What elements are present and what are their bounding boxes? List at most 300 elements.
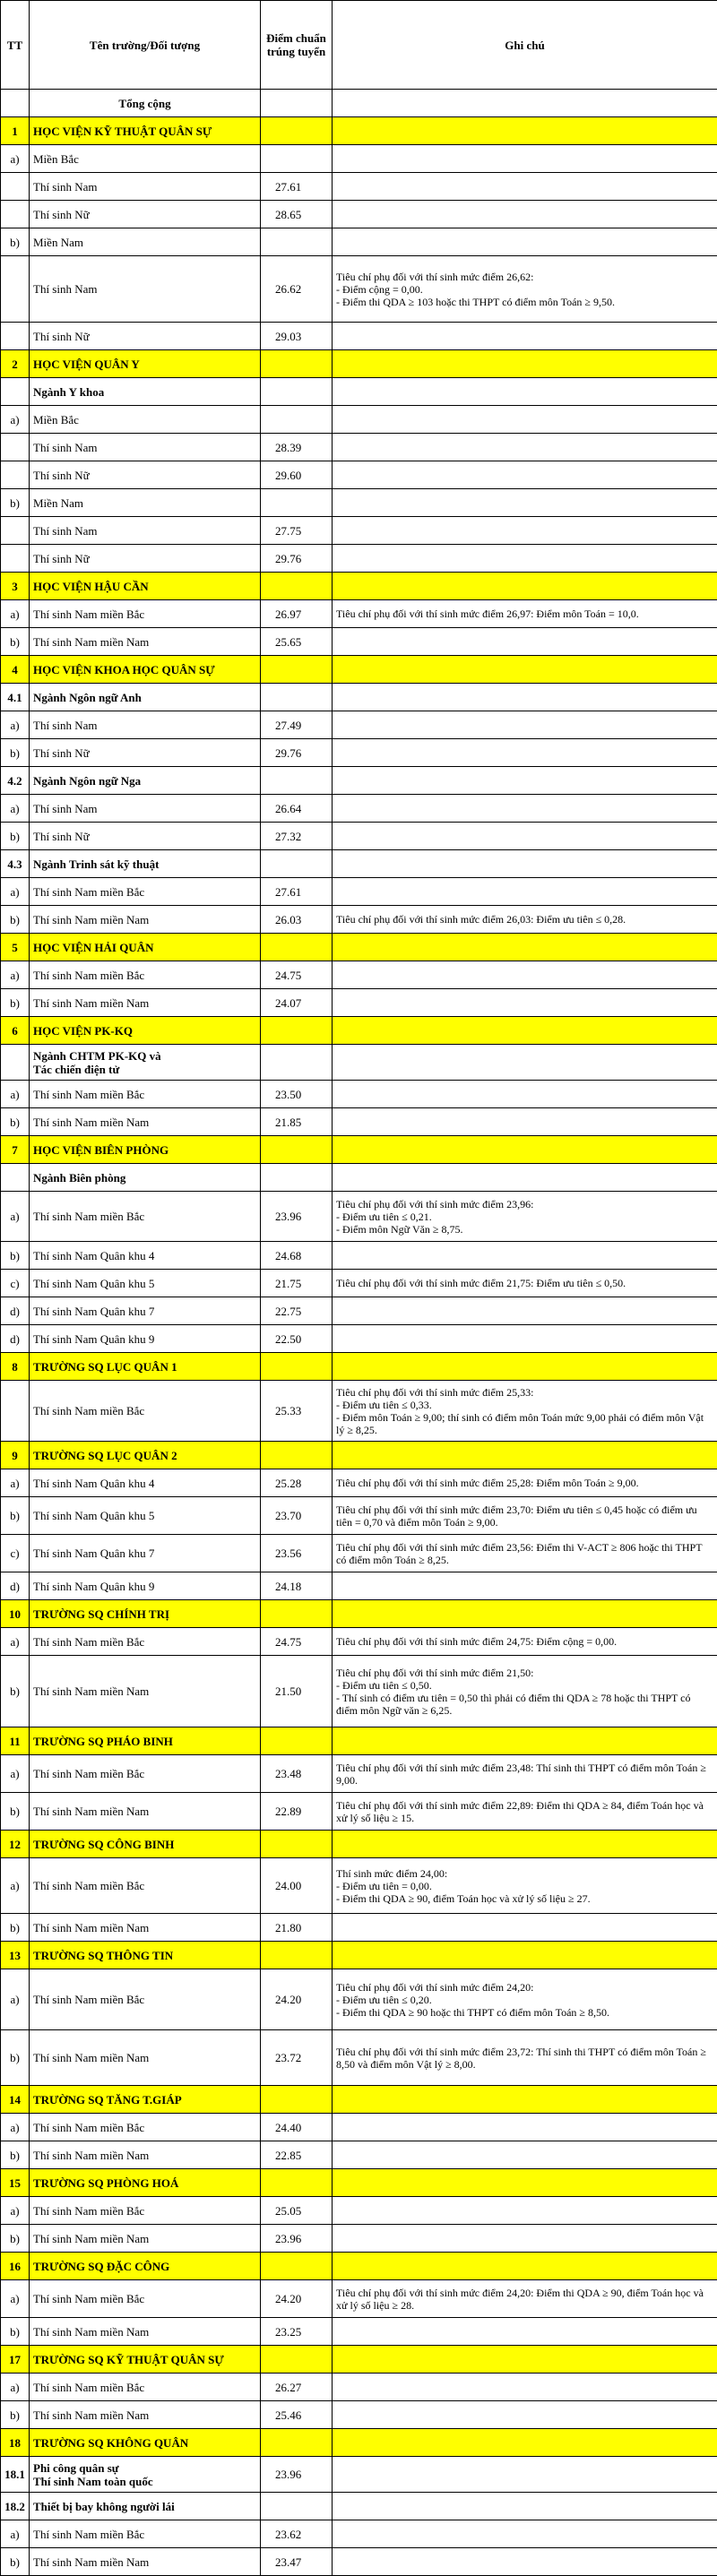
row-name: Miền Nam [30,489,261,517]
row-cutoff-score [261,1353,333,1381]
row-cutoff-score: 24.20 [261,1969,333,2030]
row-cutoff-score [261,90,333,117]
row-index: 9 [1,1442,30,1469]
row-index: 12 [1,1831,30,1858]
row-name: Thí sinh Nam miền Nam [30,628,261,656]
row-cutoff-score [261,1164,333,1192]
row-note [333,934,717,961]
row-name: Thí sinh Nam miền Nam [30,1914,261,1942]
row-cutoff-score: 21.85 [261,1108,333,1136]
row-index: 4 [1,656,30,684]
table-row [1,1628,717,1656]
row-cutoff-score: 22.75 [261,1297,333,1325]
row-name: Thí sinh Nam miền Nam [30,1108,261,1136]
row-index: b) [1,1108,30,1136]
section-row [1,1136,717,1164]
row-name: TRƯỜNG SQ PHÁO BINH [30,1727,261,1755]
header-note: Ghi chú [333,1,717,90]
row-cutoff-score [261,2346,333,2374]
row-note [333,2086,717,2114]
row-cutoff-score [261,1831,333,1858]
row-name: Thí sinh Nam miền Bắc [30,878,261,906]
row-note [333,378,717,406]
row-cutoff-score [261,378,333,406]
row-note [333,2318,717,2346]
row-note: Tiêu chí phụ đối với thí sinh mức điểm 23,48: Thí sinh thi THPT có điểm môn Toán ≥ 9,00. [333,1755,717,1793]
row-note [333,201,717,228]
row-name: Thí sinh Nam miền Nam [30,2401,261,2429]
section-row [1,1017,717,1045]
row-index: b) [1,628,30,656]
row-name: Thí sinh Nữ [30,323,261,350]
row-index: b) [1,1656,30,1727]
table-row [1,823,717,850]
row-index: a) [1,795,30,823]
row-name: TRƯỜNG SQ TĂNG T.GIÁP [30,2086,261,2114]
section-row [1,2169,717,2197]
table-row [1,739,717,767]
row-name: HỌC VIỆN HẬU CẦN [30,573,261,600]
row-note: Tiêu chí phụ đối với thí sinh mức điểm 25,33: - Điểm ưu tiên ≤ 0,33. - Điểm môn Toán ≥ 9,00; thí sinh có điểm môn Toán mức 9,00 phải có điểm môn Vật lý ≥ 8,25. [333,1381,717,1442]
row-name: HỌC VIỆN PK-KQ [30,1017,261,1045]
row-index: 2 [1,350,30,378]
row-note [333,2401,717,2429]
row-cutoff-score: 26.27 [261,2374,333,2401]
header-school-name: Tên trường/Đối tượng [30,1,261,90]
table-row [1,1381,717,1442]
row-index: b) [1,2318,30,2346]
row-name: Thí sinh Nam Quân khu 5 [30,1497,261,1535]
row-name: Ngành Y khoa [30,378,261,406]
row-index: a) [1,600,30,628]
row-note: Tiêu chí phụ đối với thí sinh mức điểm 26,97: Điểm môn Toán = 10,0. [333,600,717,628]
row-cutoff-score [261,2169,333,2197]
row-name: TRƯỜNG SQ CÔNG BINH [30,1831,261,1858]
row-note: Tiêu chí phụ đối với thí sinh mức điểm 24,20: - Điểm ưu tiên ≤ 0,20. - Điểm thi QDA ≥ 90 hoặc thi THPT có điểm môn Toán ≥ 8,50. [333,1969,717,2030]
row-cutoff-score [261,2493,333,2520]
row-note: Tiêu chí phụ đối với thí sinh mức điểm 24,75: Điểm cộng = 0,00. [333,1628,717,1656]
row-name: Thí sinh Nam Quân khu 5 [30,1270,261,1297]
row-note [333,2520,717,2548]
row-index [1,517,30,545]
row-index: b) [1,1914,30,1942]
row-note [333,628,717,656]
section-row [1,1600,717,1628]
row-index: b) [1,2401,30,2429]
row-name: Thí sinh Nam Quân khu 9 [30,1325,261,1353]
row-cutoff-score: 24.20 [261,2280,333,2318]
row-note [333,489,717,517]
group-row [1,489,717,517]
row-name: TRƯỜNG SQ PHÒNG HOÁ [30,2169,261,2197]
row-index: a) [1,2280,30,2318]
row-cutoff-score: 24.75 [261,1628,333,1656]
row-index: b) [1,1242,30,1270]
row-cutoff-score: 22.50 [261,1325,333,1353]
row-name: Thí sinh Nam Quân khu 4 [30,1469,261,1497]
group-row [1,850,717,878]
row-index [1,1164,30,1192]
row-note [333,1325,717,1353]
row-cutoff-score: 29.76 [261,545,333,573]
row-note [333,823,717,850]
row-cutoff-score: 21.50 [261,1656,333,1727]
row-index: a) [1,1858,30,1914]
row-name: Thí sinh Nam miền Bắc [30,2280,261,2318]
row-note [333,517,717,545]
group-row [1,1164,717,1192]
row-cutoff-score: 23.25 [261,2318,333,2346]
row-cutoff-score [261,2429,333,2457]
row-index: a) [1,1469,30,1497]
row-cutoff-score [261,684,333,711]
row-cutoff-score: 25.28 [261,1469,333,1497]
row-cutoff-score: 28.65 [261,201,333,228]
row-name: Tổng cộng [30,90,261,117]
row-note [333,1727,717,1755]
row-note: Tiêu chí phụ đối với thí sinh mức điểm 21,75: Điểm ưu tiên ≤ 0,50. [333,1270,717,1297]
row-note: Tiêu chí phụ đối với thí sinh mức điểm 23,72: Thí sinh thi THPT có điểm môn Toán ≥ 8,50 và điểm môn Vật lý ≥ 8,00. [333,2030,717,2086]
row-name: Thí sinh Nam miền Bắc [30,2197,261,2225]
row-cutoff-score: 23.47 [261,2548,333,2576]
row-name: HỌC VIỆN QUÂN Y [30,350,261,378]
row-cutoff-score [261,1727,333,1755]
row-name: Thí sinh Nam [30,434,261,461]
row-note [333,173,717,201]
row-name: TRƯỜNG SQ KỸ THUẬT QUÂN SỰ [30,2346,261,2374]
section-row [1,350,717,378]
row-note [333,1297,717,1325]
row-index: b) [1,989,30,1017]
row-index [1,90,30,117]
table-body [1,90,717,2576]
row-cutoff-score: 27.75 [261,517,333,545]
row-note [333,1136,717,1164]
row-cutoff-score: 23.96 [261,2457,333,2493]
row-note [333,1242,717,1270]
table-row [1,2197,717,2225]
row-cutoff-score: 23.56 [261,1535,333,1572]
row-note [333,1572,717,1600]
row-cutoff-score [261,1942,333,1969]
row-note [333,1831,717,1858]
row-index: a) [1,2114,30,2141]
row-cutoff-score: 25.05 [261,2197,333,2225]
row-name: TRƯỜNG SQ ĐẶC CÔNG [30,2253,261,2280]
row-index: 7 [1,1136,30,1164]
row-name: Thí sinh Nam miền Bắc [30,600,261,628]
row-cutoff-score: 28.39 [261,434,333,461]
row-name: Ngành Trinh sát kỹ thuật [30,850,261,878]
row-note [333,1108,717,1136]
row-index: a) [1,2374,30,2401]
row-name: Thí sinh Nam [30,711,261,739]
row-name: Thí sinh Nam [30,517,261,545]
row-note [333,2429,717,2457]
row-index: a) [1,1081,30,1108]
row-cutoff-score [261,767,333,795]
row-cutoff-score [261,1017,333,1045]
row-note [333,850,717,878]
row-name: Thí sinh Nam Quân khu 9 [30,1572,261,1600]
row-cutoff-score [261,145,333,173]
group-row [1,2457,717,2493]
row-name: Thí sinh Nam miền Bắc [30,1628,261,1656]
row-index: d) [1,1297,30,1325]
row-note [333,767,717,795]
table-row [1,323,717,350]
group-row [1,2493,717,2520]
row-index: b) [1,2030,30,2086]
row-note [333,684,717,711]
section-row [1,2086,717,2114]
row-index: d) [1,1572,30,1600]
row-cutoff-score: 27.32 [261,823,333,850]
table-row [1,2318,717,2346]
row-index: 4.2 [1,767,30,795]
row-name: Thí sinh Nam miền Nam [30,2548,261,2576]
row-note [333,434,717,461]
header-tt: TT [1,1,30,90]
row-name: Thí sinh Nữ [30,823,261,850]
row-index: 8 [1,1353,30,1381]
table-row [1,461,717,489]
row-note [333,2548,717,2576]
row-name: Miền Bắc [30,145,261,173]
section-row [1,1442,717,1469]
row-note [333,1914,717,1942]
row-index: 16 [1,2253,30,2280]
row-index: c) [1,1270,30,1297]
table-row [1,600,717,628]
row-name: Thí sinh Nam miền Bắc [30,1858,261,1914]
row-note [333,90,717,117]
row-index: 5 [1,934,30,961]
table-row [1,1497,717,1535]
row-index: a) [1,878,30,906]
row-name: TRƯỜNG SQ THÔNG TIN [30,1942,261,1969]
table-row [1,2141,717,2169]
section-row [1,1942,717,1969]
row-note [333,573,717,600]
row-index: 13 [1,1942,30,1969]
row-index [1,461,30,489]
row-note [333,1045,717,1081]
row-index: 1 [1,117,30,145]
row-name: Thí sinh Nam miền Bắc [30,1381,261,1442]
row-cutoff-score: 29.03 [261,323,333,350]
row-cutoff-score: 23.96 [261,1192,333,1242]
row-cutoff-score [261,1442,333,1469]
row-note: Tiêu chí phụ đối với thí sinh mức điểm 22,89: Điểm thi QDA ≥ 84, điểm Toán học và xử lý số liệu ≥ 15. [333,1793,717,1831]
row-cutoff-score [261,1136,333,1164]
group-row [1,1045,717,1081]
row-name: HỌC VIỆN HẢI QUÂN [30,934,261,961]
table-row [1,1108,717,1136]
row-name: TRƯỜNG SQ LỤC QUÂN 1 [30,1353,261,1381]
row-note: Tiêu chí phụ đối với thí sinh mức điểm 26,03: Điểm ưu tiên ≤ 0,28. [333,906,717,934]
row-name: Thí sinh Nữ [30,739,261,767]
group-row [1,406,717,434]
group-row [1,378,717,406]
row-note [333,739,717,767]
row-index: 4.1 [1,684,30,711]
table-row [1,1325,717,1353]
row-note [333,2346,717,2374]
row-note: Tiêu chí phụ đối với thí sinh mức điểm 24,20: Điểm thi QDA ≥ 90, điểm Toán học và xử lý số liệu ≥ 28. [333,2280,717,2318]
row-name: Thí sinh Nam [30,795,261,823]
table-header-row [1,1,717,90]
table-row [1,878,717,906]
table-row [1,2280,717,2318]
row-cutoff-score: 24.40 [261,2114,333,2141]
group-row [1,767,717,795]
row-name: Thí sinh Nam Quân khu 7 [30,1535,261,1572]
row-cutoff-score [261,228,333,256]
row-cutoff-score [261,934,333,961]
row-name: Thí sinh Nam miền Bắc [30,2520,261,2548]
table-row [1,906,717,934]
row-index: a) [1,1755,30,1793]
row-index [1,545,30,573]
table-row [1,1242,717,1270]
table-row [1,173,717,201]
row-cutoff-score: 24.18 [261,1572,333,1600]
table-row [1,2374,717,2401]
row-index: c) [1,1535,30,1572]
row-note [333,2197,717,2225]
section-row [1,117,717,145]
row-note [333,1942,717,1969]
row-cutoff-score [261,2086,333,2114]
row-name: Thí sinh Nam miền Nam [30,1793,261,1831]
table-row [1,1969,717,2030]
table-row [1,1858,717,1914]
row-index: a) [1,1628,30,1656]
row-cutoff-score: 23.70 [261,1497,333,1535]
row-index: b) [1,489,30,517]
row-name: HỌC VIỆN KỸ THUẬT QUÂN SỰ [30,117,261,145]
row-index: 6 [1,1017,30,1045]
row-cutoff-score [261,1600,333,1628]
row-cutoff-score: 25.33 [261,1381,333,1442]
row-name: Thí sinh Nam miền Nam [30,2030,261,2086]
row-cutoff-score: 26.97 [261,600,333,628]
table-row [1,1656,717,1727]
row-name: TRƯỜNG SQ KHÔNG QUÂN [30,2429,261,2457]
row-note [333,711,717,739]
table-row [1,1192,717,1242]
row-name: Thí sinh Nam miền Nam [30,2141,261,2169]
table-row [1,1535,717,1572]
section-row [1,2429,717,2457]
row-index [1,378,30,406]
row-index: b) [1,2141,30,2169]
row-note [333,656,717,684]
row-cutoff-score: 24.68 [261,1242,333,1270]
row-name: Ngành Ngôn ngữ Nga [30,767,261,795]
row-index: 18 [1,2429,30,2457]
row-cutoff-score [261,573,333,600]
row-index: 3 [1,573,30,600]
row-note [333,323,717,350]
table-row [1,1270,717,1297]
row-index: 17 [1,2346,30,2374]
row-note [333,989,717,1017]
group-row [1,228,717,256]
row-cutoff-score: 23.48 [261,1755,333,1793]
section-row [1,1831,717,1858]
row-index [1,323,30,350]
table-row [1,1793,717,1831]
row-note: Tiêu chí phụ đối với thí sinh mức điểm 26,62: - Điểm cộng = 0,00. - Điểm thi QDA ≥ 103 hoặc thi THPT có điểm môn Toán ≥ 9,50. [333,256,717,323]
table-row [1,1914,717,1942]
row-index [1,201,30,228]
row-name: Ngành Biên phòng [30,1164,261,1192]
section-row [1,2253,717,2280]
row-note [333,1600,717,1628]
row-note [333,228,717,256]
row-index: a) [1,145,30,173]
row-index [1,434,30,461]
table-row [1,989,717,1017]
row-note [333,2225,717,2253]
row-name: HỌC VIỆN BIÊN PHÒNG [30,1136,261,1164]
row-note: Tiêu chí phụ đối với thí sinh mức điểm 23,56: Điểm thi V-ACT ≥ 806 hoặc thi THPT có điểm môn Toán ≥ 8,25. [333,1535,717,1572]
row-name: Thí sinh Nam miền Nam [30,989,261,1017]
row-name: TRƯỜNG SQ LỤC QUÂN 2 [30,1442,261,1469]
row-name: Thí sinh Nam miền Bắc [30,1081,261,1108]
row-note [333,1442,717,1469]
section-row [1,934,717,961]
table-row [1,2401,717,2429]
header-cutoff-score: Điểm chuẩn trúng tuyển [261,1,333,90]
row-name: Thí sinh Nam [30,173,261,201]
row-name: Thí sinh Nam Quân khu 4 [30,1242,261,1270]
row-note [333,406,717,434]
row-note [333,350,717,378]
row-index: 18.1 [1,2457,30,2493]
row-name: Miền Nam [30,228,261,256]
row-name: Thí sinh Nữ [30,545,261,573]
row-note [333,145,717,173]
row-note [333,1164,717,1192]
row-cutoff-score: 21.80 [261,1914,333,1942]
row-note [333,795,717,823]
row-cutoff-score: 25.65 [261,628,333,656]
row-note [333,1353,717,1381]
row-index: 14 [1,2086,30,2114]
row-index: b) [1,2548,30,2576]
row-note: Thí sinh mức điểm 24,00: - Điểm ưu tiên = 0,00. - Điểm thi QDA ≥ 90, điểm Toán học và xử lý số liệu ≥ 27. [333,1858,717,1914]
row-index: a) [1,2520,30,2548]
row-note [333,878,717,906]
section-row [1,1727,717,1755]
row-cutoff-score: 26.64 [261,795,333,823]
row-index: b) [1,2225,30,2253]
row-cutoff-score: 25.46 [261,2401,333,2429]
row-name: Thí sinh Nam miền Nam [30,1656,261,1727]
row-index: 15 [1,2169,30,2197]
row-note: Tiêu chí phụ đối với thí sinh mức điểm 21,50: - Điểm ưu tiên ≤ 0,50. - Thí sinh có điểm ưu tiên = 0,50 thì phải có điểm thi QDA ≥ 78 hoặc thi THPT có điểm môn Ngữ văn ≥ 6,25. [333,1656,717,1727]
table-row [1,628,717,656]
row-cutoff-score: 29.76 [261,739,333,767]
row-note [333,461,717,489]
row-index [1,256,30,323]
row-cutoff-score: 23.96 [261,2225,333,2253]
row-note [333,2169,717,2197]
row-name: Thí sinh Nam miền Nam [30,2225,261,2253]
